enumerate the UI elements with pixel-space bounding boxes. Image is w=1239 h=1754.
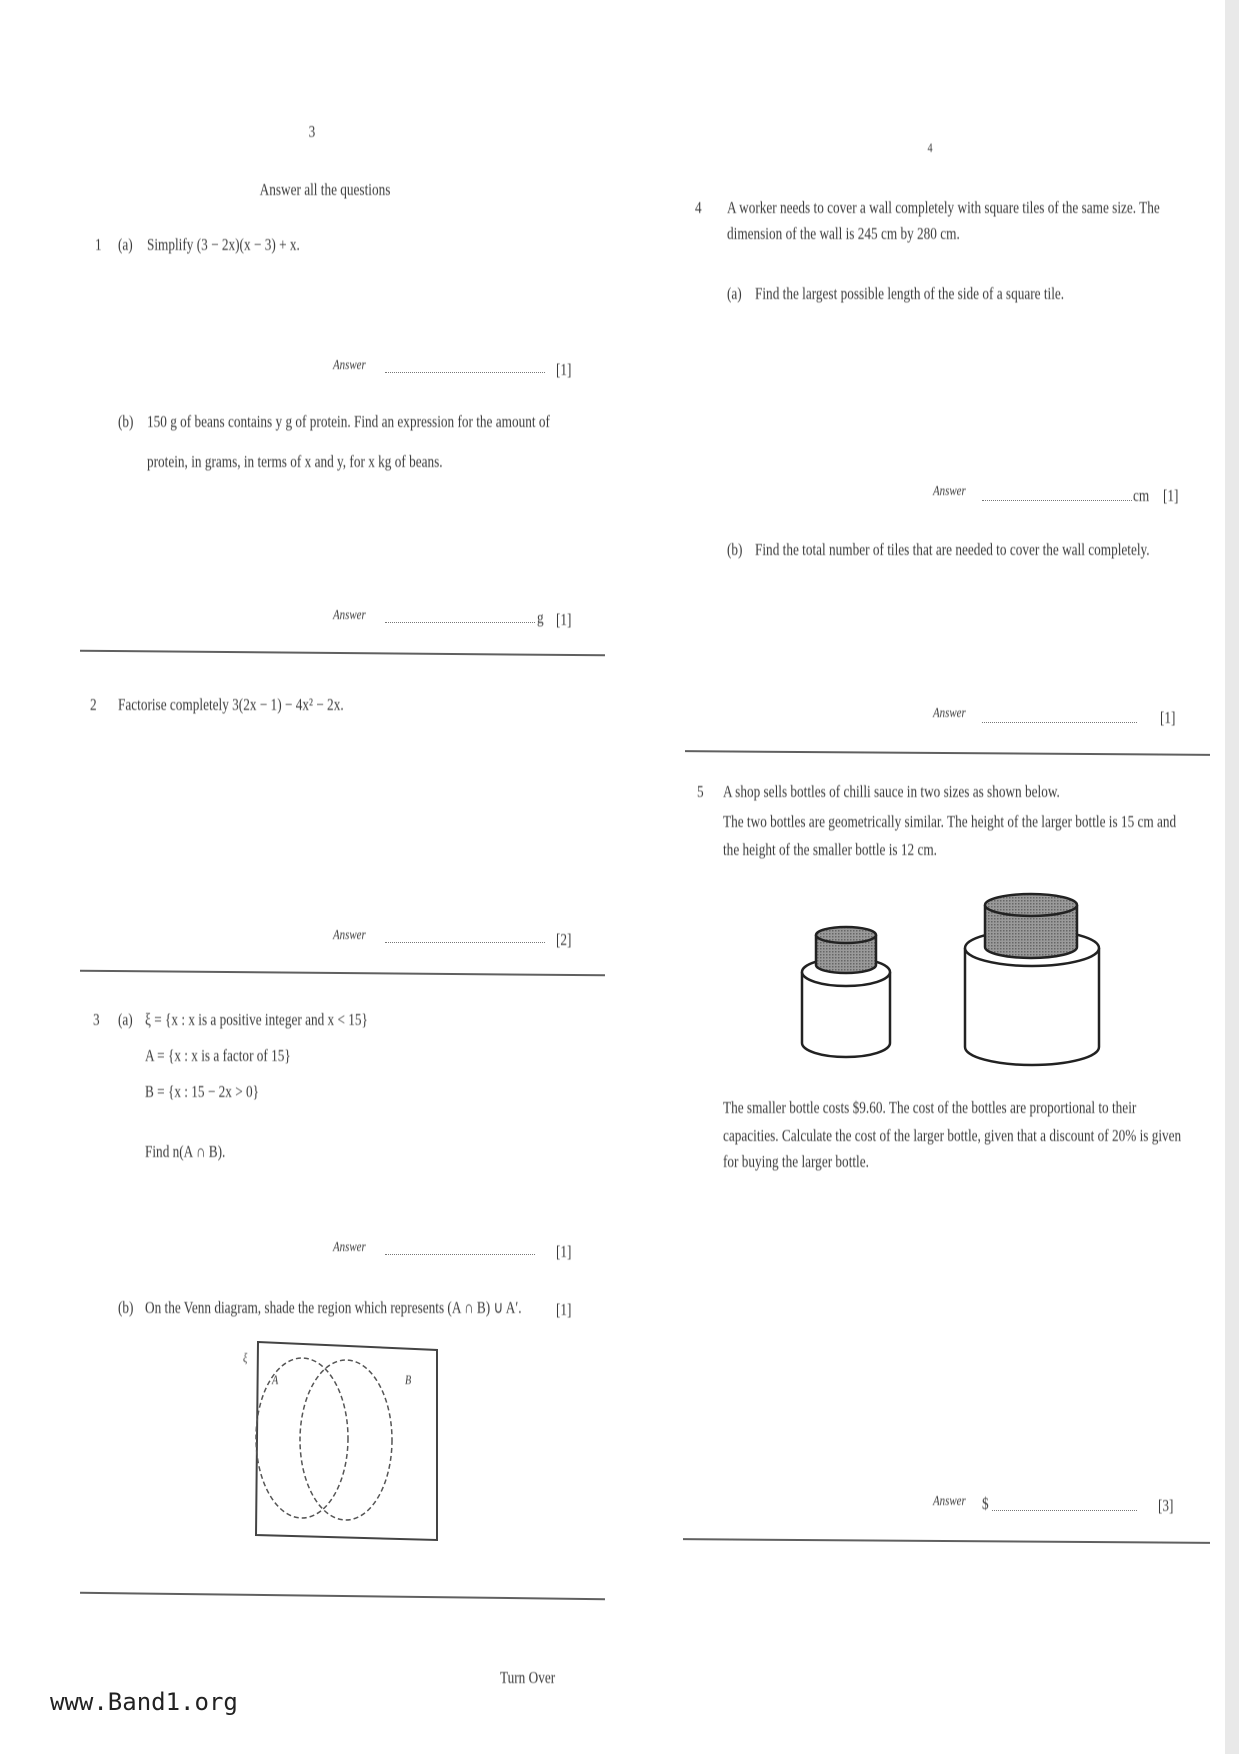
- answer-label: Answer: [933, 484, 966, 499]
- answer-line[interactable]: [982, 722, 1137, 723]
- q2-number: 2: [90, 695, 97, 714]
- q3a-find: Find n(A ∩ B).: [145, 1142, 226, 1161]
- marks: [2]: [556, 930, 572, 949]
- set-b-circle: [300, 1360, 392, 1520]
- q4b-label: (b): [727, 540, 743, 559]
- bottles-figure: [790, 885, 1120, 1075]
- q5-line5: capacities. Calculate the cost of the larger bottle, given that a discount of 20% is given: [723, 1126, 1182, 1145]
- q5-line4: The smaller bottle costs $9.60. The cost of the bottles are proportional to their: [723, 1098, 1137, 1117]
- set-b: B = {x : 15 − 2x > 0}: [145, 1082, 260, 1101]
- q5-line2: The two bottles are geometrically similar. The height of the larger bottle is 15 cm and: [723, 812, 1177, 831]
- scan-edge: [1225, 0, 1239, 1754]
- set-a: A = {x : x is a factor of 15}: [145, 1046, 291, 1065]
- q3a-label: (a): [118, 1010, 133, 1029]
- small-bottle: [802, 927, 890, 1057]
- divider: [80, 970, 605, 977]
- q4a-label: (a): [727, 284, 742, 303]
- venn-a-label: A: [272, 1372, 279, 1387]
- q3b-text: On the Venn diagram, shade the region which represents (A ∩ B) ∪ A′.: [145, 1298, 522, 1317]
- answer-line[interactable]: [385, 372, 545, 373]
- page-number: 4: [927, 140, 933, 155]
- q1a-text: Simplify (3 − 2x)(x − 3) + x.: [147, 235, 300, 254]
- q1-number: 1: [95, 235, 102, 254]
- venn-universal-label: ξ: [243, 1350, 248, 1365]
- q4b-text: Find the total number of tiles that are needed to cover the wall completely.: [755, 540, 1150, 559]
- q5-line6: for buying the larger bottle.: [723, 1152, 869, 1171]
- q3-number: 3: [93, 1010, 100, 1029]
- marks: [1]: [556, 610, 572, 629]
- set-a-circle: [256, 1358, 348, 1518]
- answer-label: Answer: [333, 1240, 366, 1255]
- answer-label: Answer: [933, 706, 966, 721]
- page-number: 3: [308, 122, 316, 141]
- large-bottle: [965, 894, 1099, 1065]
- q1a-label: (a): [118, 235, 133, 254]
- watermark: www.Band1.org: [50, 1688, 238, 1716]
- marks: [1]: [1163, 486, 1179, 505]
- q4-number: 4: [695, 198, 702, 217]
- venn-diagram[interactable]: [240, 1335, 450, 1545]
- answer-label: Answer: [333, 928, 366, 943]
- divider: [80, 650, 605, 657]
- q1b-label: (b): [118, 412, 134, 431]
- q4-line2: dimension of the wall is 245 cm by 280 cm.: [727, 224, 960, 243]
- q1b-line1: 150 g of beans contains y g of protein. Find an expression for the amount of: [147, 412, 550, 431]
- answer-line[interactable]: [982, 500, 1132, 501]
- answer-label: Answer: [333, 358, 366, 373]
- marks: [1]: [556, 360, 572, 379]
- currency: $: [982, 1494, 989, 1513]
- marks: [1]: [556, 1300, 572, 1319]
- q5-line3: the height of the smaller bottle is 12 cm.: [723, 840, 937, 859]
- marks: [1]: [1160, 708, 1176, 727]
- set-universal: ξ = {x : x is a positive integer and x < 15}: [145, 1010, 368, 1029]
- answer-line[interactable]: [385, 1254, 535, 1255]
- divider: [80, 1592, 605, 1600]
- divider: [683, 1538, 1210, 1544]
- instruction: Answer all the questions: [259, 180, 391, 199]
- venn-b-label: B: [405, 1372, 412, 1387]
- answer-line[interactable]: [385, 622, 535, 623]
- answer-line[interactable]: [992, 1510, 1137, 1511]
- answer-label: Answer: [933, 1494, 966, 1509]
- q1b-line2: protein, in grams, in terms of x and y, for x kg of beans.: [147, 452, 443, 471]
- q5-line1: A shop sells bottles of chilli sauce in two sizes as shown below.: [723, 782, 1060, 801]
- q4a-text: Find the largest possible length of the side of a square tile.: [755, 284, 1065, 303]
- unit: g: [537, 608, 544, 627]
- turn-over: Turn Over: [500, 1668, 556, 1687]
- q4-line1: A worker needs to cover a wall completely with square tiles of the same size. The: [727, 198, 1160, 217]
- divider: [685, 750, 1210, 756]
- q2-text: Factorise completely 3(2x − 1) − 4x² − 2x.: [118, 695, 344, 714]
- answer-label: Answer: [333, 608, 366, 623]
- answer-line[interactable]: [385, 942, 545, 943]
- q5-number: 5: [697, 782, 704, 801]
- q3b-label: (b): [118, 1298, 134, 1317]
- marks: [3]: [1158, 1496, 1174, 1515]
- marks: [1]: [556, 1242, 572, 1261]
- unit: cm: [1133, 486, 1150, 505]
